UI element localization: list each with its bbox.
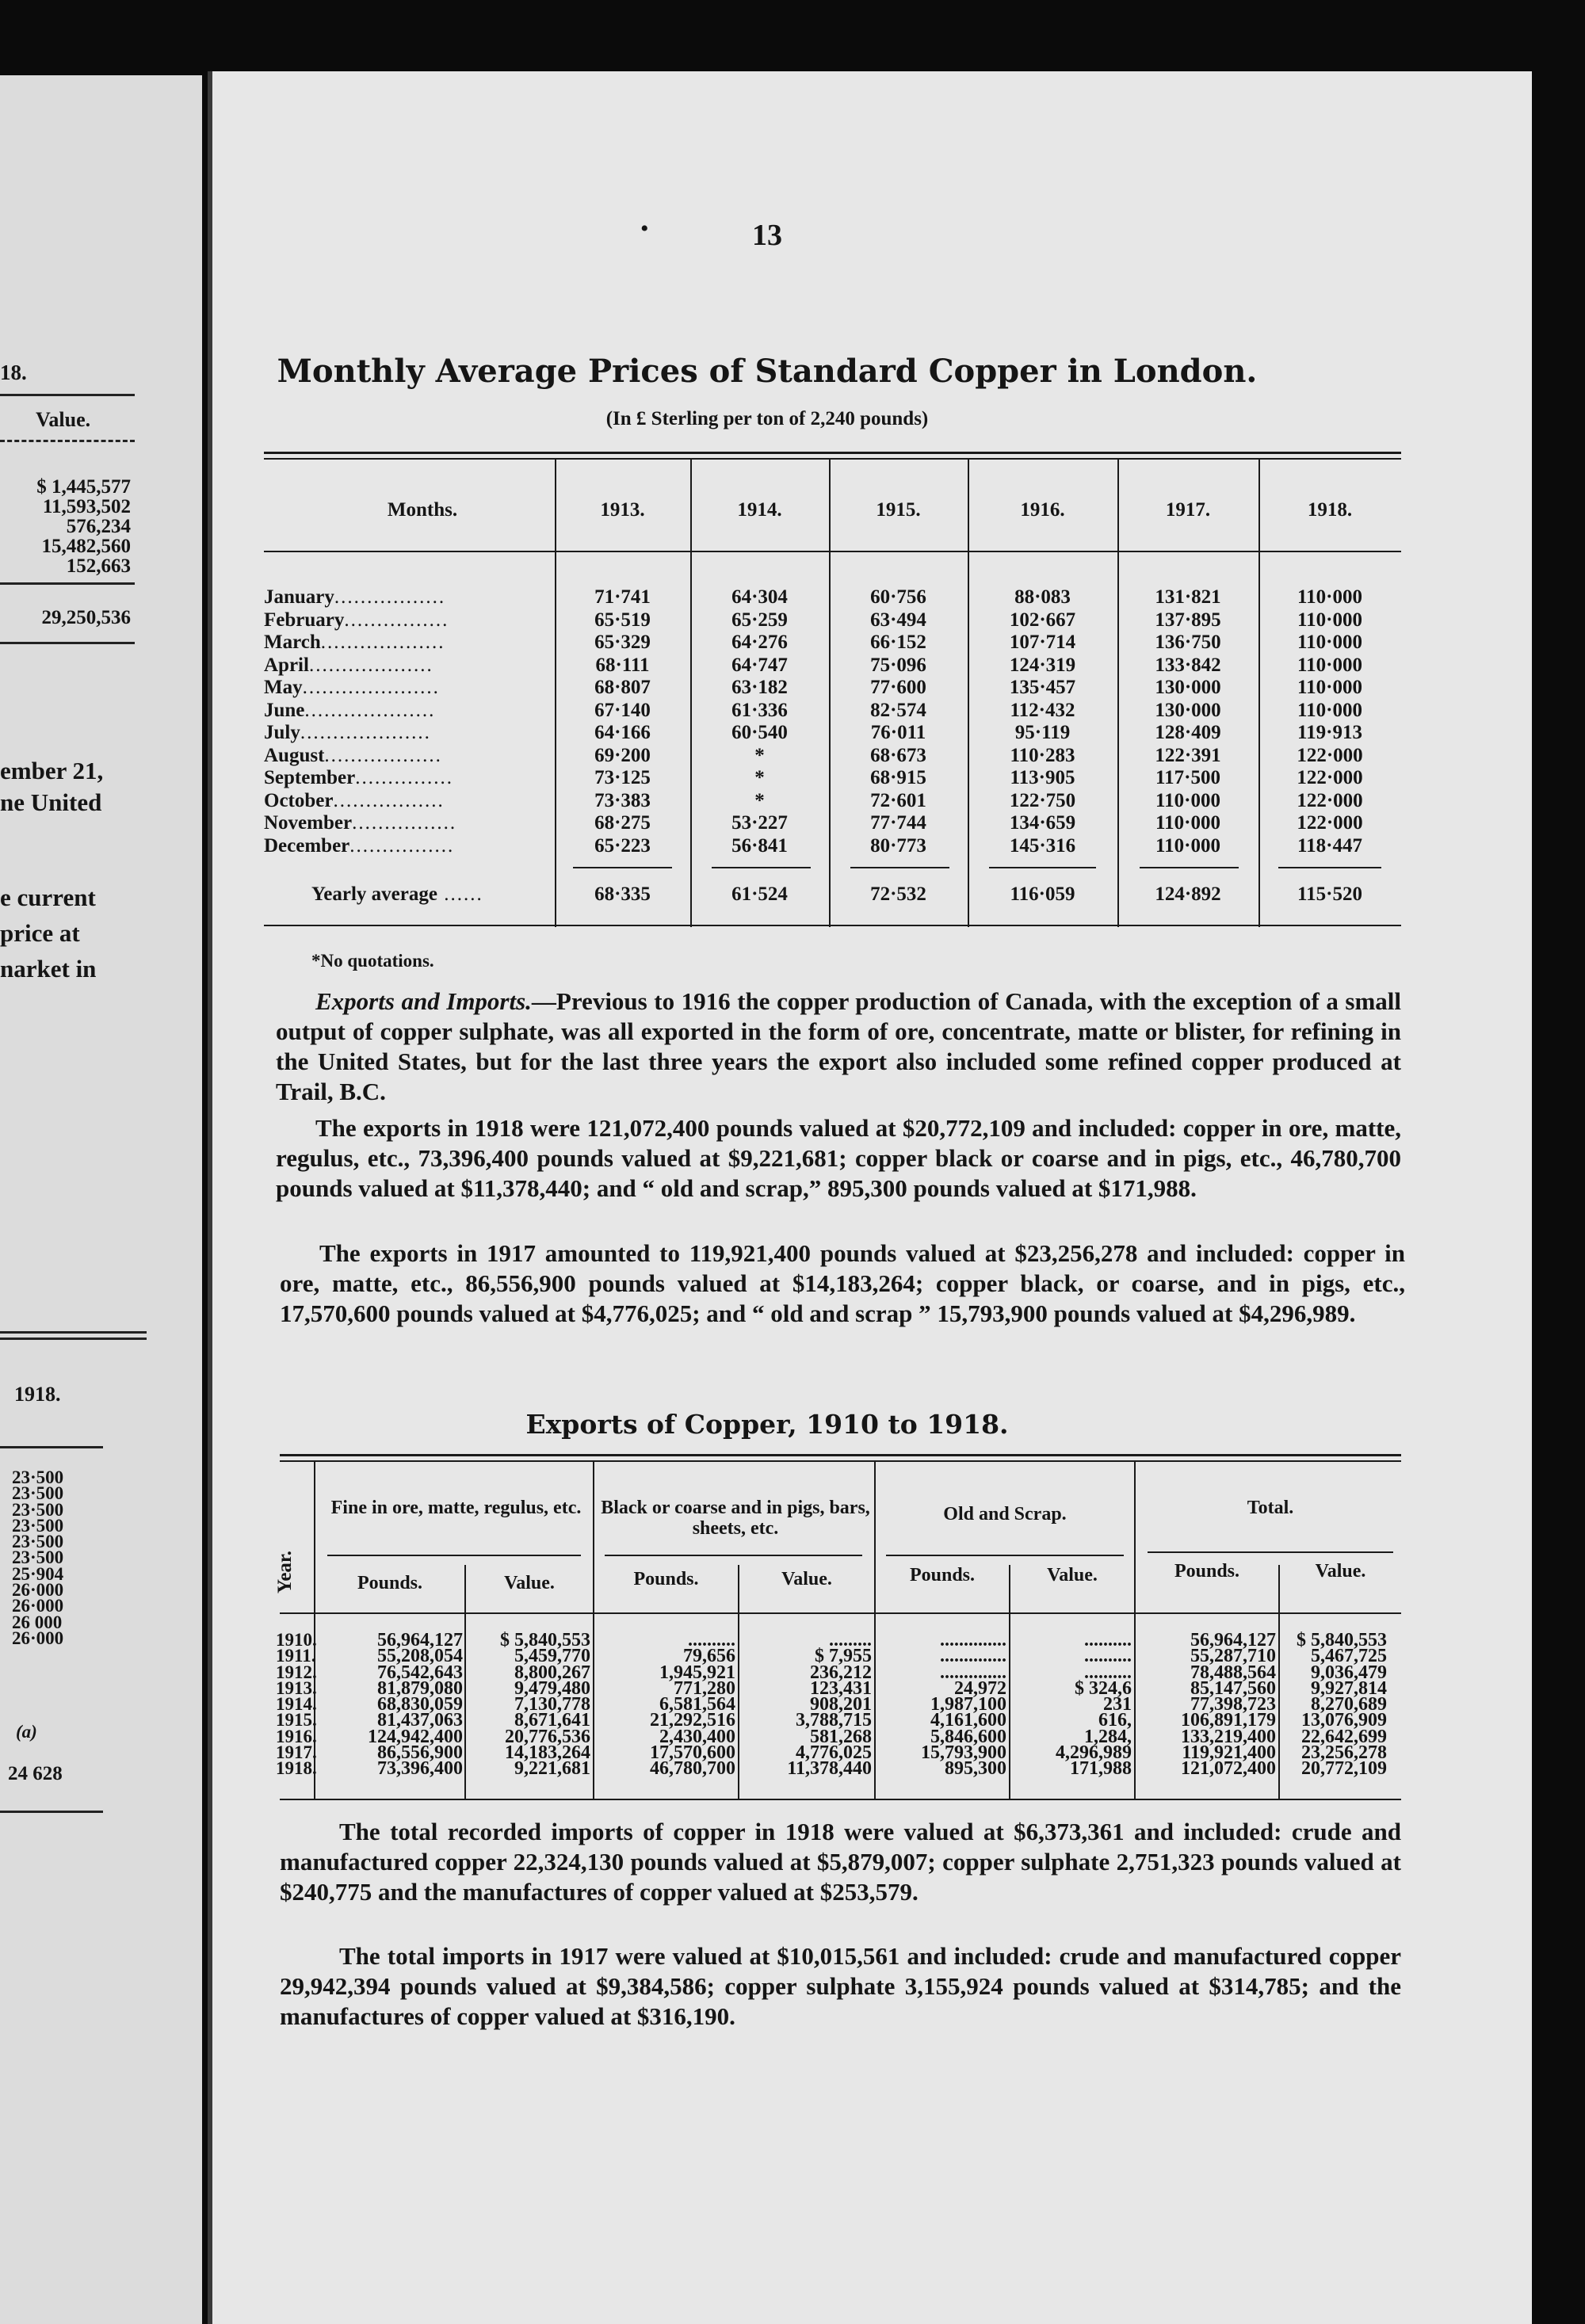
- paragraph-text: —Previous to 1916 the copper production of Canada, with the exception of a small output of copper sulphate, was all exported in the form of ore, concentrate, matte or blister, for refining in the United States, but for the last three years the export also included some refined copper produced at Trail, B.C.: [276, 987, 1401, 1105]
- scrap-pounds-cell: 4,161,600: [930, 1710, 1006, 1731]
- price-cell: 65·329: [594, 632, 651, 653]
- black-value-cell: 236,212: [810, 1662, 872, 1683]
- value-header: Value.: [1047, 1565, 1098, 1586]
- total-pounds-cell: 121,072,400: [1181, 1758, 1276, 1780]
- fine-value-cell: 20,776,536: [505, 1726, 590, 1747]
- total-pounds-cell: 78,488,564: [1190, 1662, 1276, 1683]
- price-cell: 110·000: [1155, 812, 1220, 834]
- group-header-total: Total.: [1247, 1498, 1294, 1518]
- price-cell: 71·741: [594, 586, 651, 608]
- left-fragment-8: 1918.: [14, 1383, 61, 1406]
- table-rule: [264, 551, 1401, 552]
- document-page: [208, 71, 1532, 2324]
- left-rule: [0, 394, 135, 396]
- left-fragment-7: narket in: [0, 955, 97, 983]
- left-rule: [0, 440, 135, 442]
- price-cell: 77·744: [870, 812, 926, 834]
- month-label: November: [264, 812, 353, 834]
- price-cell: 68·111: [595, 654, 650, 676]
- total-pounds-cell: 85,147,560: [1190, 1677, 1276, 1699]
- price-cell: 110·000: [1155, 789, 1220, 811]
- price-cell: 61·336: [731, 699, 788, 721]
- fine-value-cell: 9,221,681: [514, 1758, 590, 1780]
- fine-value-cell: 8,800,267: [514, 1662, 590, 1683]
- black-pounds-cell: 1,945,921: [659, 1662, 735, 1683]
- price-cell: 73·383: [594, 789, 651, 811]
- month-label: September: [264, 767, 356, 788]
- price-cell: 60·756: [870, 586, 926, 608]
- total-value-column: [1280, 1630, 1387, 1780]
- export-year-cell: 1918.: [276, 1758, 317, 1779]
- paragraph-exports-1918: The exports in 1918 were 121,072,400 pounds valued at $20,772,109 and included: copper in ore, matte, regulus, etc., 73,396,400 pounds valued at $9,221,681; copper black or coarse and in pigs, etc., 46,780,700 pounds valued at $11,378,440; and “ old and scrap,” 895,300 pounds valued at $171,988.: [276, 1114, 1401, 1202]
- scrap-value-cell: ..........: [1084, 1646, 1132, 1667]
- month-row: December................: [264, 834, 455, 857]
- total-pounds-column: [1136, 1630, 1276, 1780]
- price-cell: 72·601: [870, 789, 926, 811]
- price-cell: 63·494: [870, 609, 926, 631]
- price-cell: 88·083: [1014, 586, 1071, 608]
- paragraph-exports-imports: [276, 986, 1401, 1107]
- fine-pounds-cell: 86,556,900: [377, 1742, 463, 1764]
- total-value-cell: 20,772,109: [1301, 1758, 1387, 1780]
- total-value-cell: 9,927,814: [1311, 1677, 1387, 1699]
- scrap-value-cell: 231: [1103, 1694, 1132, 1715]
- scrap-value-cell: $ 324,6: [1075, 1677, 1132, 1699]
- export-year-cell: 1911.: [276, 1646, 316, 1666]
- total-value-cell: 8,270,689: [1311, 1694, 1387, 1715]
- price-cell: 65·519: [594, 609, 651, 631]
- black-pounds-cell: 17,570,600: [650, 1742, 735, 1764]
- month-label: March: [264, 632, 321, 653]
- black-value-column: [739, 1630, 872, 1780]
- price-cell: 133·842: [1155, 654, 1221, 676]
- left-rule: [0, 582, 135, 585]
- scrap-value-cell: ..........: [1084, 1662, 1132, 1683]
- price-column-1916: [968, 586, 1117, 857]
- left-1918-value: 23·500: [12, 1515, 64, 1536]
- scrap-value-cell: 616,: [1098, 1710, 1132, 1731]
- price-column-1914: [690, 586, 829, 857]
- price-cell: 68·673: [870, 744, 926, 766]
- left-rule: [0, 1446, 103, 1448]
- price-cell: 64·166: [594, 722, 651, 743]
- scrap-pounds-cell: 5,846,600: [930, 1726, 1006, 1747]
- export-year-cell: 1916.: [276, 1726, 317, 1746]
- price-cell: 64·276: [731, 632, 788, 653]
- table-rule: [280, 1799, 1401, 1800]
- left-fragment-9: (a): [16, 1722, 37, 1742]
- subtotal-rule: [1278, 867, 1381, 868]
- fine-pounds-cell: 81,437,063: [377, 1710, 463, 1731]
- scrap-pounds-cell: ..............: [940, 1630, 1006, 1650]
- yearly-average-label: Yearly average ......: [311, 883, 483, 905]
- price-cell: 95·119: [1014, 722, 1071, 743]
- month-row: February................: [264, 609, 449, 631]
- month-row: August..................: [264, 744, 442, 766]
- yearly-average-1915: 72·532: [870, 883, 926, 905]
- scrap-value-cell: 4,296,989: [1056, 1742, 1132, 1764]
- prices-table-subtitle: (In £ Sterling per ton of 2,240 pounds): [605, 408, 929, 429]
- left-fragment-1: 18.: [0, 361, 27, 384]
- price-cell: *: [754, 744, 765, 766]
- scrap-pounds-cell: 895,300: [945, 1758, 1006, 1780]
- price-cell: 137·895: [1155, 609, 1221, 631]
- total-value-cell: 5,467,725: [1311, 1646, 1387, 1667]
- year-header: 1917.: [1165, 499, 1211, 521]
- left-1918-value: 26·000: [12, 1596, 64, 1616]
- price-cell: 119·913: [1297, 722, 1362, 743]
- year-header: 1918.: [1307, 499, 1353, 521]
- left-fragment-3: ember 21,: [0, 757, 104, 784]
- month-row: May.....................: [264, 677, 440, 698]
- table-rule: [280, 1612, 1401, 1614]
- left-fragment-10: 24 628: [8, 1763, 63, 1784]
- month-label: January: [264, 586, 334, 608]
- black-value-cell: 123,431: [810, 1677, 872, 1699]
- price-cell: 107·714: [1009, 632, 1076, 653]
- month-row: October.................: [264, 789, 445, 811]
- price-cell: 122·000: [1297, 744, 1363, 766]
- price-cell: 77·600: [870, 677, 926, 698]
- year-header: 1913.: [600, 499, 645, 521]
- fine-pounds-cell: 76,542,643: [377, 1662, 463, 1683]
- total-pounds-cell: 56,964,127: [1190, 1630, 1276, 1650]
- scrap-value-cell: 171,988: [1070, 1758, 1132, 1780]
- table-rule: [264, 925, 1401, 926]
- price-cell: 122·000: [1297, 812, 1363, 834]
- price-cell: 68·915: [870, 767, 926, 788]
- month-row: July....................: [264, 722, 431, 743]
- left-1918-value: 25·904: [12, 1563, 64, 1584]
- fine-value-column: [466, 1630, 590, 1780]
- black-pounds-cell: 21,292,516: [650, 1710, 735, 1731]
- value-header: Value.: [1315, 1561, 1366, 1582]
- price-cell: 76·011: [870, 722, 926, 743]
- footnote: *No quotations.: [311, 951, 434, 971]
- left-fragment-4: ne United: [0, 788, 102, 816]
- left-rule: [0, 642, 135, 644]
- subtotal-rule: [712, 867, 811, 868]
- months-header: Months.: [387, 499, 458, 521]
- left-value: 152,663: [66, 555, 131, 577]
- price-cell: 117·500: [1155, 767, 1220, 788]
- left-rule: [0, 1811, 103, 1813]
- page-dot: •: [640, 216, 649, 242]
- price-column-1915: [829, 586, 968, 857]
- left-1918-value: 23·500: [12, 1499, 64, 1520]
- left-value: 15,482,560: [41, 536, 131, 557]
- price-cell: 131·821: [1155, 586, 1221, 608]
- left-fragment-5: e current: [0, 883, 96, 911]
- black-value-cell: 581,268: [810, 1726, 872, 1747]
- price-cell: 110·000: [1297, 609, 1362, 631]
- left-fragment-6: price at: [0, 919, 80, 947]
- export-year-cell: 1917.: [276, 1742, 317, 1763]
- month-label: April: [264, 654, 309, 676]
- price-cell: 68·807: [594, 677, 651, 698]
- fine-pounds-cell: 68,830,059: [377, 1694, 463, 1715]
- price-cell: 64·747: [731, 654, 788, 676]
- black-pounds-cell: ..........: [688, 1630, 735, 1650]
- price-cell: 75·096: [870, 654, 926, 676]
- price-column-1917: [1117, 586, 1258, 857]
- year-header: 1915.: [876, 499, 921, 521]
- total-pounds-cell: 77,398,723: [1190, 1694, 1276, 1715]
- sub-header-rule: [886, 1555, 1124, 1556]
- left-1918-value: 26 000: [12, 1612, 63, 1632]
- pounds-header: Pounds.: [1174, 1561, 1240, 1582]
- paragraph-lead: Exports and Imports.: [315, 987, 532, 1015]
- price-cell: 68·275: [594, 812, 651, 834]
- price-cell: 110·000: [1297, 654, 1362, 676]
- black-value-cell: 4,776,025: [796, 1742, 872, 1764]
- month-label: February: [264, 609, 345, 631]
- month-label: August: [264, 744, 325, 766]
- black-value-cell: .........: [829, 1630, 872, 1650]
- black-pounds-cell: 771,280: [674, 1677, 735, 1699]
- scrap-value-cell: ..........: [1084, 1630, 1132, 1650]
- black-value-cell: 3,788,715: [796, 1710, 872, 1731]
- price-cell: 122·750: [1009, 789, 1076, 811]
- left-1918-value: 23·500: [12, 1547, 64, 1568]
- value-header: Value.: [781, 1569, 832, 1589]
- fine-pounds-cell: 81,879,080: [377, 1677, 463, 1699]
- price-cell: *: [754, 789, 765, 811]
- price-cell: 130·000: [1155, 699, 1221, 721]
- yearly-average-1918: 115·520: [1297, 883, 1362, 905]
- sub-header-rule: [1148, 1551, 1393, 1553]
- total-pounds-cell: 106,891,179: [1181, 1710, 1276, 1731]
- left-rule: [0, 1338, 147, 1340]
- left-1918-value: 23·500: [12, 1532, 64, 1552]
- price-cell: 113·905: [1010, 767, 1075, 788]
- left-value: $ 1,445,577: [36, 476, 131, 498]
- price-column-1913: [555, 586, 690, 857]
- table-rule: [280, 1460, 1401, 1462]
- pounds-header: Pounds.: [633, 1569, 699, 1589]
- black-value-cell: $ 7,955: [815, 1646, 872, 1667]
- export-year-cell: 1913.: [276, 1677, 317, 1698]
- month-label: July: [264, 722, 300, 743]
- price-cell: 82·574: [870, 699, 926, 721]
- fine-value-cell: 8,671,641: [514, 1710, 590, 1731]
- total-value-cell: $ 5,840,553: [1297, 1630, 1387, 1650]
- price-cell: 110·000: [1155, 834, 1220, 857]
- price-cell: 66·152: [870, 632, 926, 653]
- price-cell: 122·000: [1297, 767, 1363, 788]
- sub-header-rule: [605, 1555, 862, 1556]
- price-cell: 102·667: [1009, 609, 1076, 631]
- black-value-cell: 908,201: [810, 1694, 872, 1715]
- export-year-cell: 1915.: [276, 1710, 317, 1731]
- price-cell: *: [754, 767, 765, 788]
- price-cell: 110·000: [1297, 677, 1362, 698]
- group-header-black: Black or coarse and in pigs, bars, sheets, etc.: [601, 1498, 870, 1539]
- paragraph-imports-1918: The total recorded imports of copper in 1918 were valued at $6,373,361 and included: crude and manufactured copper 22,324,130 pounds valued at $5,879,007; copper sulphate 2,751,323 pounds valued at $240,775 and the manufactures of copper valued at $253,579.: [280, 1818, 1401, 1906]
- black-pounds-cell: 6,581,564: [659, 1694, 735, 1715]
- total-pounds-cell: 55,287,710: [1190, 1646, 1276, 1667]
- scrap-value-column: [1010, 1630, 1132, 1780]
- price-cell: 80·773: [870, 834, 926, 857]
- year-header: 1916.: [1020, 499, 1065, 521]
- scrap-pounds-cell: 1,987,100: [930, 1694, 1006, 1715]
- black-pounds-column: [594, 1630, 735, 1780]
- yearly-average-1913: 68·335: [594, 883, 651, 905]
- price-cell: 56·841: [731, 834, 788, 857]
- paragraph-exports-1917: The exports in 1917 amounted to 119,921,400 pounds valued at $23,256,278 and included: copper in ore, matte, etc., 86,556,900 pounds valued at $14,183,264; copper black, or coarse, and in pigs, etc., 17,570,600 pounds valued at $4,776,025; and “ old and scrap ” 15,793,900 pounds valued at $4,296,989.: [280, 1239, 1405, 1327]
- yearly-average-1914: 61·524: [731, 883, 788, 905]
- price-cell: 67·140: [594, 699, 651, 721]
- scrap-pounds-column: [876, 1630, 1006, 1780]
- black-pounds-cell: 79,656: [683, 1646, 735, 1667]
- left-1918-value: 23·500: [12, 1483, 64, 1504]
- left-1918-value: 26·000: [12, 1580, 64, 1601]
- left-facing-page: [0, 75, 202, 2324]
- left-value: 11,593,502: [42, 496, 131, 517]
- group-header-scrap: Old and Scrap.: [943, 1504, 1067, 1525]
- left-rule: [0, 1331, 147, 1334]
- month-list: [264, 586, 456, 857]
- price-cell: 65·223: [594, 834, 651, 857]
- export-year-cell: 1912.: [276, 1662, 317, 1682]
- month-label: December: [264, 834, 350, 857]
- price-cell: 124·319: [1009, 654, 1076, 676]
- total-value-cell: 22,642,699: [1301, 1726, 1387, 1747]
- month-row: January.................: [264, 586, 446, 608]
- price-cell: 122·000: [1297, 789, 1363, 811]
- month-label: June: [264, 699, 305, 721]
- pounds-header: Pounds.: [357, 1573, 423, 1593]
- month-row: September...............: [264, 767, 453, 788]
- fine-value-cell: 5,459,770: [514, 1646, 590, 1667]
- year-header: 1914.: [737, 499, 782, 521]
- scrap-pounds-cell: ..............: [940, 1662, 1006, 1683]
- price-cell: 110·000: [1297, 586, 1362, 608]
- price-cell: 145·316: [1009, 834, 1076, 857]
- fine-value-cell: 9,479,480: [514, 1677, 590, 1699]
- page-number: 13: [752, 219, 782, 252]
- fine-pounds-cell: 73,396,400: [377, 1758, 463, 1780]
- subtotal-rule: [850, 867, 949, 868]
- month-row: June....................: [264, 699, 436, 721]
- exports-table-title: Exports of Copper, 1910 to 1918.: [525, 1409, 1009, 1440]
- fine-pounds-cell: 124,942,400: [368, 1726, 463, 1747]
- scrap-pounds-cell: 24,972: [954, 1677, 1006, 1699]
- price-cell: 130·000: [1155, 677, 1221, 698]
- fine-pounds-cell: 56,964,127: [377, 1630, 463, 1650]
- fine-value-cell: $ 5,840,553: [500, 1630, 590, 1650]
- table-rule: [280, 1454, 1401, 1456]
- month-row: March...................: [264, 632, 445, 653]
- price-cell: 136·750: [1155, 632, 1221, 653]
- month-row: November................: [264, 812, 457, 834]
- price-cell: 118·447: [1297, 834, 1362, 857]
- scrap-pounds-cell: ..............: [940, 1646, 1006, 1667]
- left-total: 29,250,536: [41, 607, 131, 628]
- price-cell: 122·391: [1155, 744, 1221, 766]
- yearly-average-1917: 124·892: [1155, 883, 1221, 905]
- price-cell: 110·283: [1010, 744, 1075, 766]
- fine-pounds-column: [315, 1630, 463, 1780]
- price-cell: 112·432: [1010, 699, 1075, 721]
- month-label: May: [264, 677, 303, 698]
- total-value-cell: 13,076,909: [1301, 1710, 1387, 1731]
- total-value-cell: 9,036,479: [1311, 1662, 1387, 1683]
- year-column-header: Year.: [273, 1551, 296, 1593]
- price-cell: 73·125: [594, 767, 651, 788]
- price-cell: 65·259: [731, 609, 788, 631]
- scrap-value-cell: 1,284,: [1084, 1726, 1132, 1747]
- export-year-cell: 1914.: [276, 1694, 317, 1715]
- group-header-fine: Fine in ore, matte, regulus, etc.: [330, 1498, 582, 1518]
- price-cell: 134·659: [1009, 812, 1076, 834]
- price-cell: 110·000: [1297, 632, 1362, 653]
- left-1918-value: 23·500: [12, 1467, 64, 1487]
- price-column-1918: [1258, 586, 1401, 857]
- month-row: April...................: [264, 654, 433, 676]
- price-cell: 63·182: [731, 677, 788, 698]
- table-rule: [264, 452, 1401, 454]
- price-cell: 64·304: [731, 586, 788, 608]
- fine-value-cell: 14,183,264: [505, 1742, 590, 1764]
- table-rule: [264, 458, 1401, 460]
- yearly-average-1916: 116·059: [1010, 883, 1075, 905]
- price-cell: 135·457: [1009, 677, 1076, 698]
- prices-table-title: Monthly Average Prices of Standard Copper in London.: [277, 353, 1258, 390]
- total-pounds-cell: 133,219,400: [1181, 1726, 1276, 1747]
- black-pounds-cell: 2,430,400: [659, 1726, 735, 1747]
- export-years-column: [276, 1630, 317, 1779]
- price-cell: 110·000: [1297, 699, 1362, 721]
- scrap-pounds-cell: 15,793,900: [921, 1742, 1006, 1764]
- left-1918-value: 26·000: [12, 1628, 64, 1648]
- paragraph-imports-1917: The total imports in 1917 were valued at $10,015,561 and included: crude and manufactured copper 29,942,394 pounds valued at $9,384,586; copper sulphate 3,155,924 pounds valued at $314,785; and the manufactures of copper valued at $316,190.: [280, 1942, 1401, 2030]
- price-cell: 53·227: [731, 812, 788, 834]
- month-label: October: [264, 789, 334, 811]
- total-value-cell: 23,256,278: [1301, 1742, 1387, 1764]
- black-value-cell: 11,378,440: [787, 1758, 872, 1780]
- fine-value-cell: 7,130,778: [514, 1694, 590, 1715]
- export-year-cell: 1910.: [276, 1630, 317, 1650]
- price-cell: 69·200: [594, 744, 651, 766]
- left-fragment-2: Value.: [36, 408, 91, 431]
- price-cell: 128·409: [1155, 722, 1221, 743]
- pounds-header: Pounds.: [909, 1565, 976, 1586]
- black-pounds-cell: 46,780,700: [650, 1758, 735, 1780]
- subtotal-rule: [573, 867, 672, 868]
- fine-pounds-cell: 55,208,054: [377, 1646, 463, 1667]
- subtotal-rule: [989, 867, 1096, 868]
- left-1918-values: [12, 1467, 64, 1648]
- subtotal-rule: [1140, 867, 1239, 868]
- price-cell: 60·540: [731, 722, 788, 743]
- total-pounds-cell: 119,921,400: [1182, 1742, 1276, 1764]
- sub-header-rule: [327, 1555, 581, 1556]
- left-value: 576,234: [66, 516, 131, 537]
- value-header: Value.: [504, 1573, 555, 1593]
